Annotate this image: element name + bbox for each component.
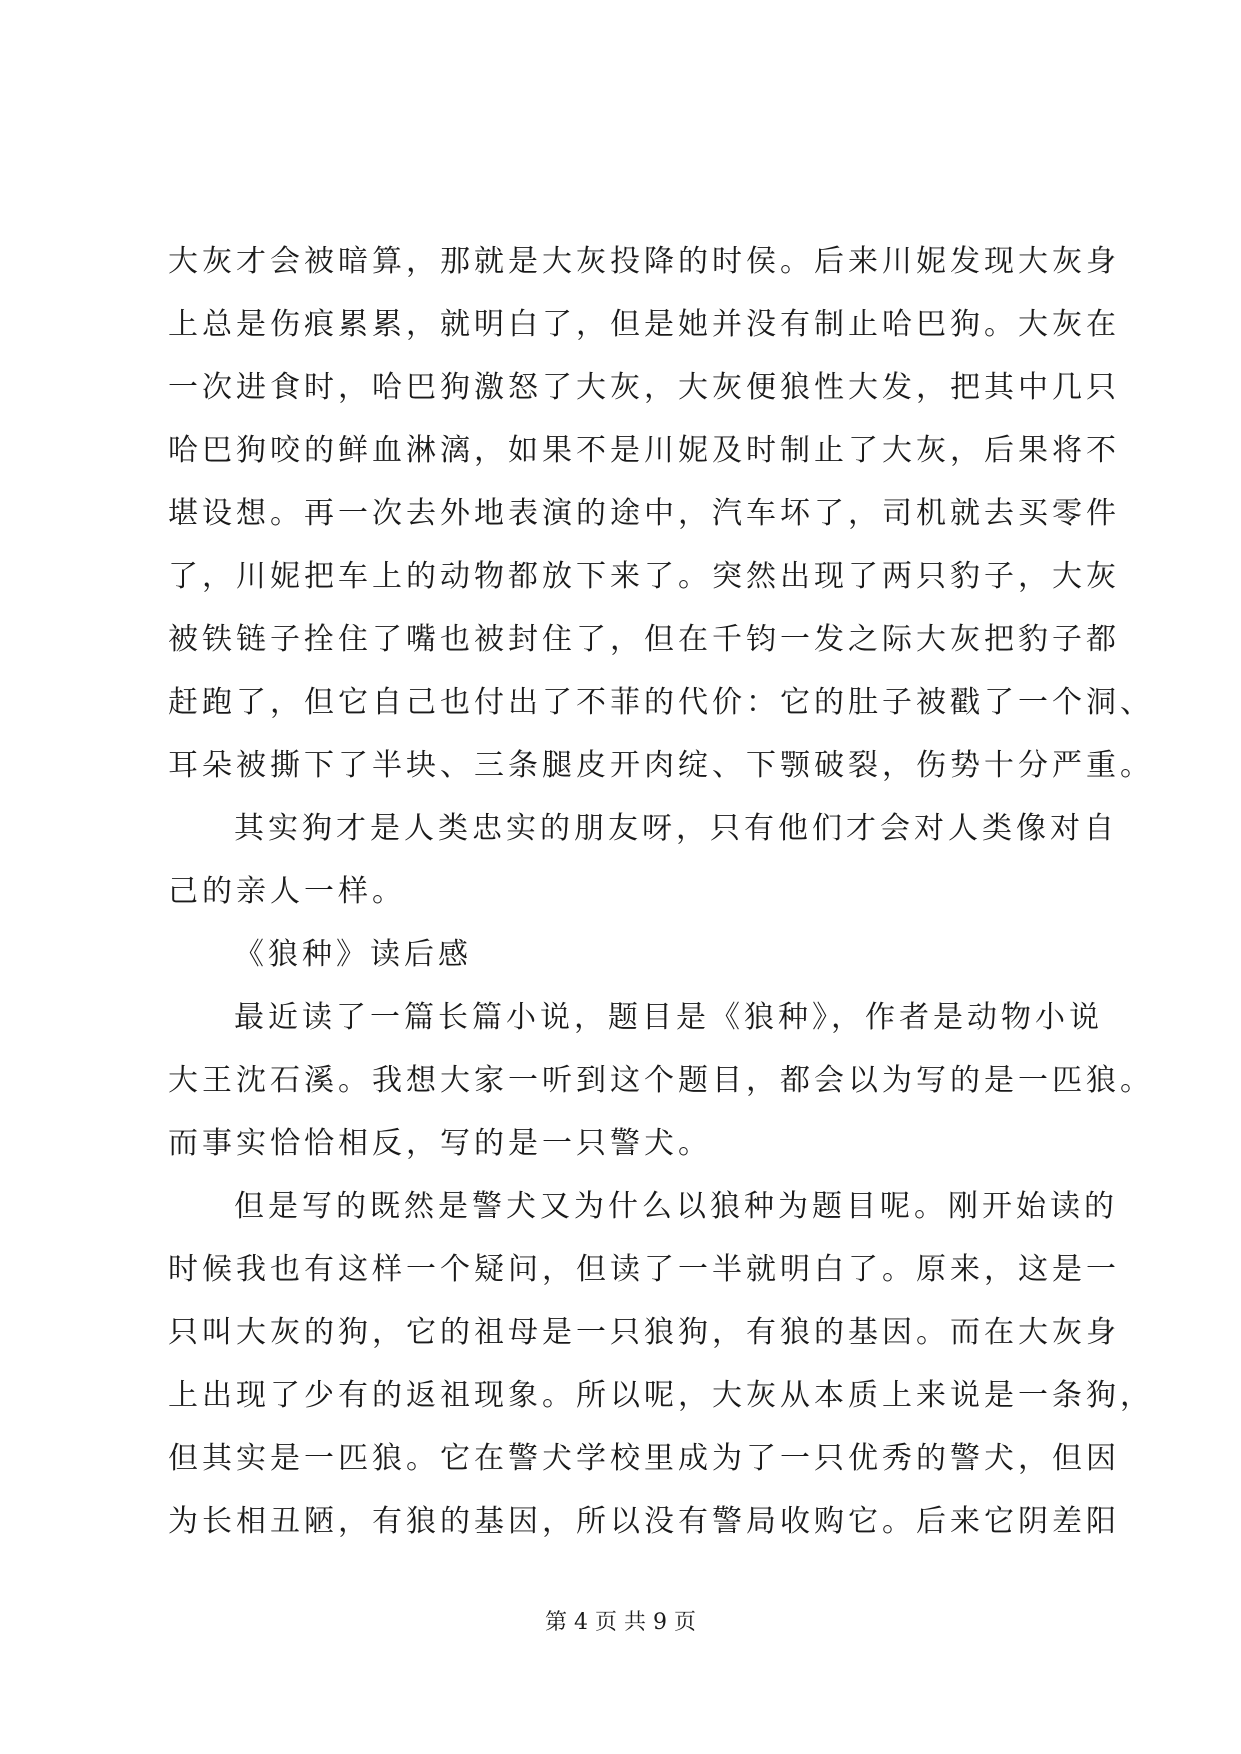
paragraph-start-line: 但是写的既然是警犬又为什么以狼种为题目呢。刚开始读的: [234, 1189, 1118, 1224]
text-line: 上出现了少有的返祖现象。所以呢，大灰从本质上来说是一条狗，: [168, 1378, 1154, 1413]
text-line: 了，川妮把车上的动物都放下来了。突然出现了两只豹子，大灰: [168, 559, 1120, 594]
text-line: 但其实是一匹狼。它在警犬学校里成为了一只优秀的警犬，但因: [168, 1441, 1120, 1476]
text-line: 上总是伤痕累累，就明白了，但是她并没有制止哈巴狗。大灰在: [168, 307, 1120, 342]
text-line: 赶跑了，但它自己也付出了不菲的代价：它的肚子被戳了一个洞、: [168, 685, 1154, 720]
text-line: 一次进食时，哈巴狗激怒了大灰，大灰便狼性大发，把其中几只: [168, 370, 1120, 405]
text-line: 而事实恰恰相反，写的是一只警犬。: [168, 1126, 712, 1161]
text-line: 时候我也有这样一个疑问，但读了一半就明白了。原来，这是一: [168, 1252, 1120, 1287]
text-line: 被铁链子拴住了嘴也被封住了，但在千钧一发之际大灰把豹子都: [168, 622, 1120, 657]
text-line: 堪设想。再一次去外地表演的途中，汽车坏了，司机就去买零件: [168, 496, 1120, 531]
text-line: 耳朵被撕下了半块、三条腿皮开肉绽、下颚破裂，伤势十分严重。: [168, 748, 1154, 783]
page-number-footer: 第 4 页 共 9 页: [545, 1610, 696, 1635]
text-line: 大灰才会被暗算，那就是大灰投降的时侯。后来川妮发现大灰身: [168, 244, 1120, 279]
section-heading: 《狼种》读后感: [234, 937, 472, 972]
paragraph-start-line: 其实狗才是人类忠实的朋友呀，只有他们才会对人类像对自: [234, 811, 1118, 846]
text-line: 己的亲人一样。: [168, 874, 406, 909]
text-line: 为长相丑陋，有狼的基因，所以没有警局收购它。后来它阴差阳: [168, 1504, 1120, 1539]
text-line: 大王沈石溪。我想大家一听到这个题目，都会以为写的是一匹狼。: [168, 1063, 1154, 1098]
text-line: 只叫大灰的狗，它的祖母是一只狼狗，有狼的基因。而在大灰身: [168, 1315, 1120, 1350]
text-line: 哈巴狗咬的鲜血淋漓，如果不是川妮及时制止了大灰，后果将不: [168, 433, 1120, 468]
paragraph-start-line: 最近读了一篇长篇小说，题目是《狼种》，作者是动物小说: [234, 1000, 1103, 1035]
body-text: [168, 230, 1154, 1553]
